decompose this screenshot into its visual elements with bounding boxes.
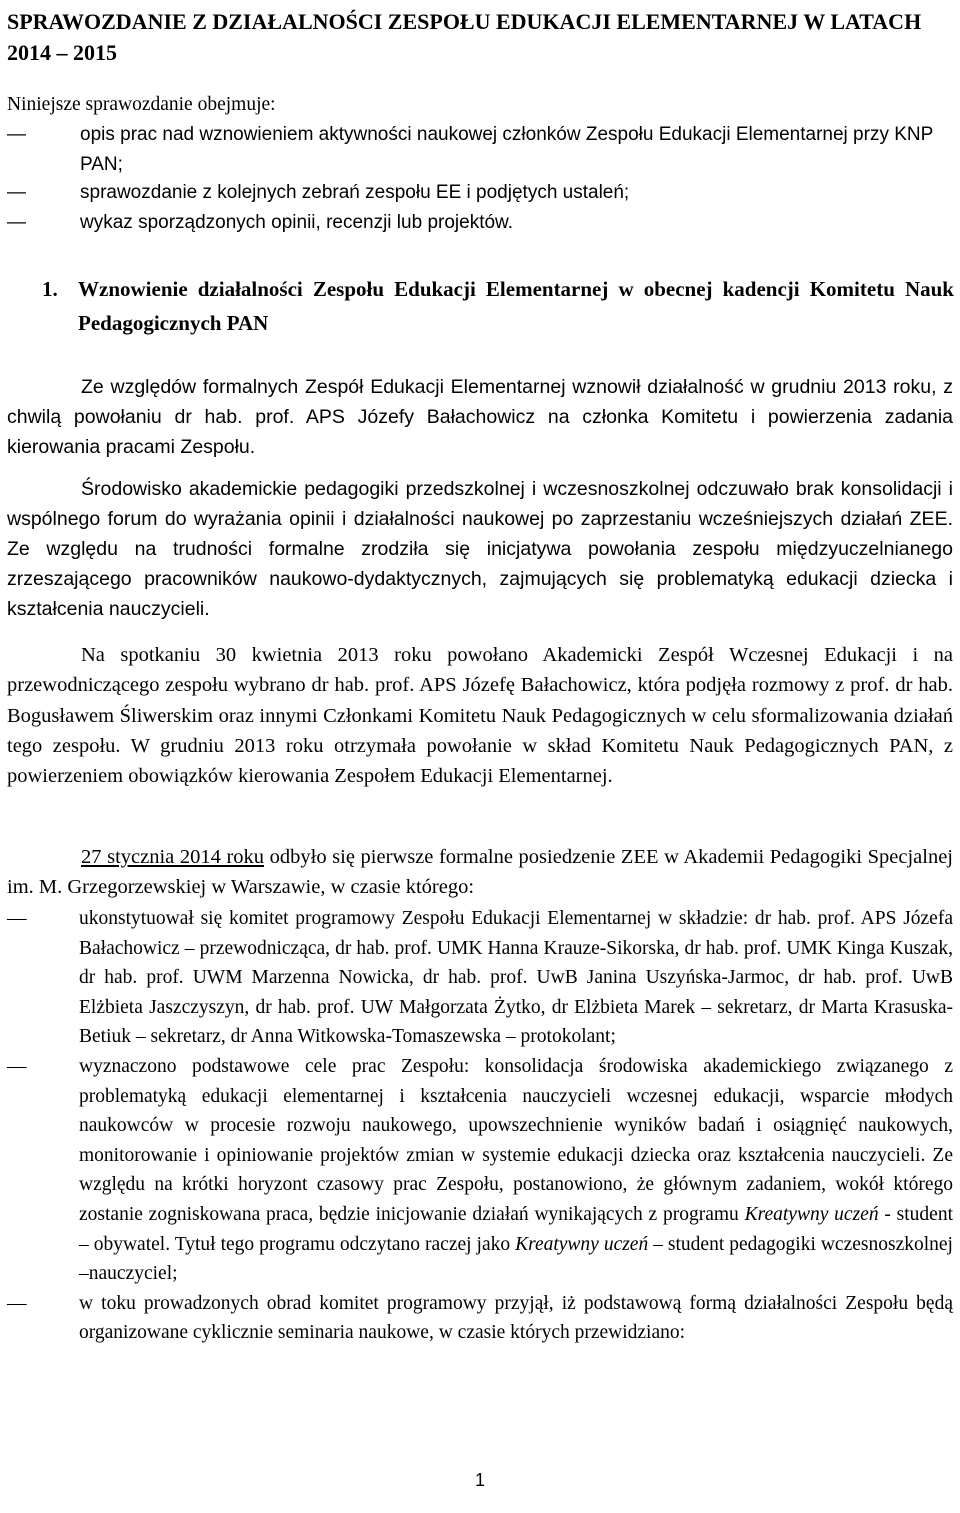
paragraph-1: Ze względów formalnych Zespół Edukacji Elementarnej wznowił działalność w grudniu 2013 roku, z chwilą powołaniu dr hab. prof. APS Józefy Bałachowicz na członka Komitetu i powierzenia zadania kierowania pracami Zespołu. (7, 376, 953, 458)
dash-bullet: — (7, 1055, 27, 1077)
list-item-text: wyznaczono podstawowe cele prac Zespołu: konsolidacja środowiska akademickiego związanego z problematyką edukacji elementarnej i kształcenia nauczycieli wczesnej edukacji, wsparcie młodych naukowców w procesie rozwoju naukowego, upowszechnienie wyników badań i osiągnięć naukowych, monitorowanie i opiniowanie projektów zmian w systemie edukacji dziecka oraz kształcenia nauczycieli. Ze względu na krótki horyzont czasowy prac Zespołu, postanowiono, że głównym zadaniem, wokół którego zostanie zogniskowana praca, będzie inicjowanie działań wynikających z programu (79, 1055, 953, 1225)
dash-bullet: — (7, 1292, 27, 1314)
intro-list-item (7, 208, 953, 238)
program-name: Kreatywny uczeń (515, 1233, 649, 1255)
intro-list-item (7, 178, 953, 208)
page-number: 1 (474, 1470, 485, 1490)
section-heading-text (78, 272, 954, 340)
paragraph-2: Środowisko akademickie pedagogiki przedszkolnej i wczesnoszkolnej odczuwało brak konsolidacji i wspólnego forum do wyrażania opinii i działalności naukowej po zaprzestaniu wcześniejszych działań ZEE. Ze względu na trudności formalne zrodziła się inicjatywa powołania zespołu międzyuczelnianego zrzeszającego pracowników naukowo-dydaktycznych, zajmujących się problematyką edukacji dziecka i kształcenia nauczycieli. (7, 478, 953, 620)
intro-list-item-text: opis prac nad wznowieniem aktywności naukowej członków Zespołu Edukacji Elementarnej przy KNP PAN; (80, 124, 933, 175)
list-item-text: - student – obywatel. Tytuł tego programu odczytano raczej jako (79, 1203, 953, 1255)
paragraph-3: Na spotkaniu 30 kwietnia 2013 roku powołano Akademicki Zespół Wczesnej Edukacji i na przewodniczącego zespołu wybrano dr hab. prof. APS Józefę Bałachowicz, która podjęła rozmowy z prof. dr hab. Bogusławem Śliwerskim oraz innymi Członkami Komitetu Nauk Pedagogicznych w celu sformalizowania działań tego zespołu. W grudniu 2013 roku otrzymała powołanie w skład Komitetu Nauk Pedagogicznych PAN, z powierzeniem obowiązków kierowania Zespołem Edukacji Elementarnej. (7, 644, 953, 788)
dash-bullet: — (7, 908, 27, 929)
list-item (7, 1289, 953, 1348)
intro-list-item-text: sprawozdanie z kolejnych zebrań zespołu EE i podjętych ustaleń; (80, 182, 630, 203)
list-item-text: ukonstytuował się komitet programowy Zespołu Edukacji Elementarnej w składzie: dr hab. prof. APS Józefa Bałachowicz – przewodnicząca, dr hab. prof. UMK Hanna Krauze-Sikorska, dr hab. prof. UMK Kinga Kuszak, dr hab. prof. UWM Marzenna Nowicka, dr hab. prof. UwB Janina Uszyńska-Jarmoc, dr hab. prof. UwB Elżbieta Jaszczyszyn, dr hab. prof. UW Małgorzata Żytko, dr Elżbieta Marek – sekretarz, dr Marta Krasuska-Betiuk – sekretarz, dr Anna Witkowska-Tomaszewska – protokolant; (79, 908, 953, 1048)
list-item (7, 1052, 953, 1289)
intro-list-item-text: wykaz sporządzonych opinii, recenzji lub projektów. (80, 212, 513, 233)
section-heading (44, 272, 954, 340)
decisions-list (7, 904, 953, 1348)
dash-bullet: — (7, 182, 26, 203)
paragraph-4-text: odbyło się pierwsze formalne posiedzenie ZEE w Akademii Pedagogiki Specjalnej im. M. Grzegorzewskiej w Warszawie, w czasie którego: (7, 846, 953, 899)
list-item-text: w toku prowadzonych obrad komitet programowy przyjął, iż podstawową formą działalności Zespołu będą organizowane cyklicznie seminaria naukowe, w czasie których przewidziano: (79, 1292, 953, 1344)
paragraph-4 (7, 842, 953, 903)
list-item-text: – student pedagogiki wczesnoszkolnej –nauczyciel; (79, 1233, 953, 1285)
intro-list-item (7, 120, 953, 179)
section-heading-label: Wznowienie działalności Zespołu Edukacji Elementarnej w obecnej kadencji Komitetu Nauk Pedagogicznych PAN (78, 277, 954, 335)
intro-line: Niniejsze sprawozdanie obejmuje: (7, 94, 276, 115)
program-name: Kreatywny uczeń (744, 1203, 879, 1225)
dash-bullet: — (7, 212, 26, 233)
document-title: SPRAWOZDANIE Z DZIAŁALNOŚCI ZESPOŁU EDUKACJI ELEMENTARNEJ W LATACH 2014 – 2015 (7, 9, 922, 65)
dash-bullet: — (7, 124, 26, 145)
section-number: 1. (42, 277, 58, 301)
meeting-date: 27 stycznia 2014 roku (81, 846, 265, 868)
list-item (7, 904, 953, 1052)
